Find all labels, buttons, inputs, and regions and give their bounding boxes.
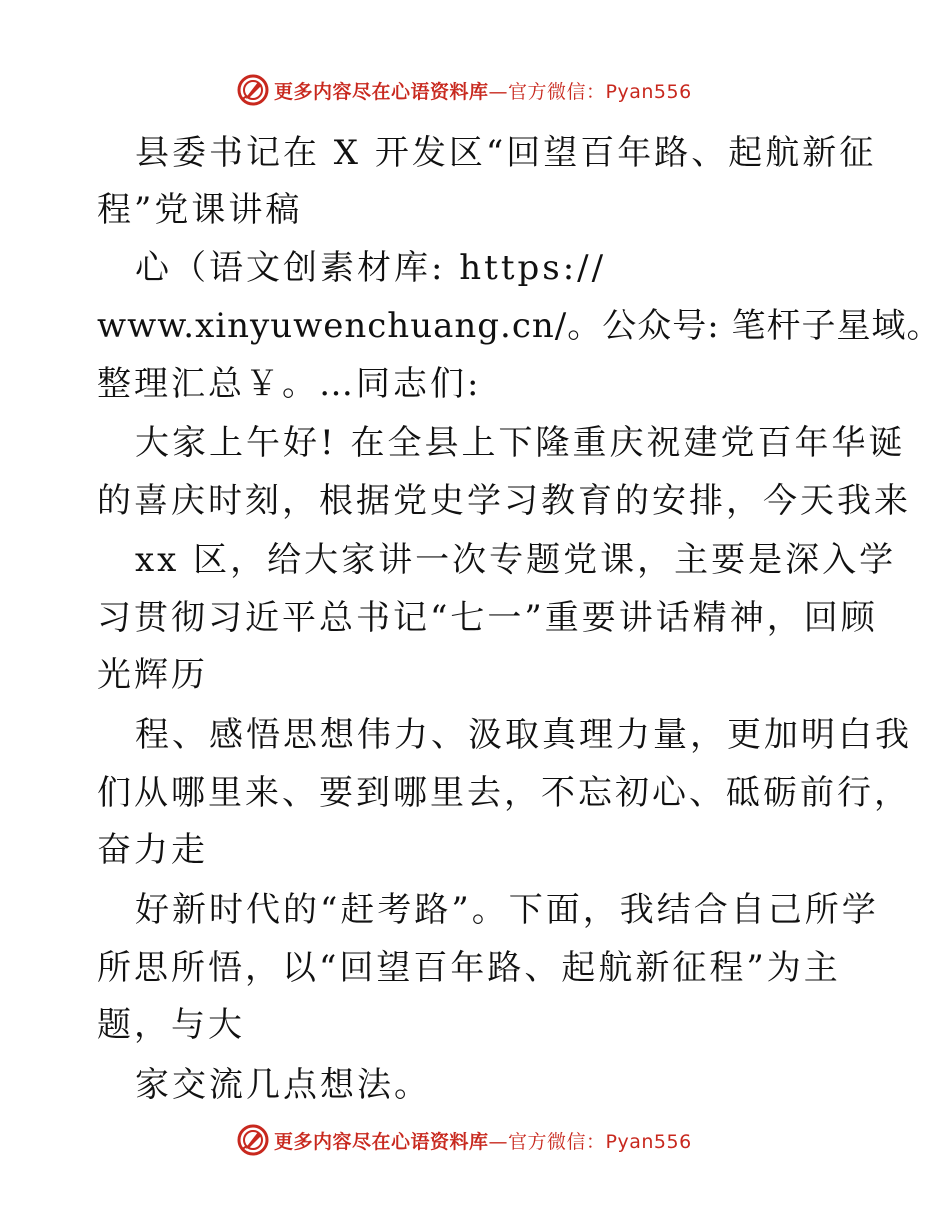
watermark-header [236, 72, 692, 108]
text-line: 光辉历 [97, 655, 208, 695]
text-line: 的喜庆时刻，根据党史学习教育的安排，今天我来 [97, 481, 911, 521]
watermark-footer [236, 1122, 692, 1158]
pen-nib-circle-icon [236, 73, 270, 107]
text-line: 奋力走 [97, 830, 208, 870]
text-line: 大家上午好! 在全县上下隆重庆祝建党百年华诞 [135, 423, 906, 463]
text-line: 所思所悟，以“回望百年路、起航新征程”为主 [97, 948, 841, 988]
text-line: 好新时代的“赶考路”。下面，我结合自己所学 [135, 890, 879, 930]
watermark-contact-text: —官方微信：Pyan556 [488, 80, 692, 103]
watermark-main-text: 更多内容尽在心语资料库 [274, 80, 489, 103]
title-line-2: 程”党课讲稿 [97, 190, 303, 230]
text-line: 习贯彻习近平总书记“七一”重要讲话精神，回顾 [97, 598, 878, 638]
text-line: 程、感悟思想伟力、汲取真理力量，更加明白我 [135, 715, 912, 755]
title-line-1: 县委书记在 X 开发区“回望百年路、起航新征 [135, 133, 877, 173]
text-line: 们从哪里来、要到哪里去，不忘初心、砥砺前行， [97, 773, 911, 813]
text-line: 整理汇总￥。…同志们: [97, 364, 482, 404]
text-line: 题，与大 [97, 1005, 245, 1045]
pen-nib-circle-icon [236, 1123, 270, 1157]
text-line: 家交流几点想法。 [135, 1065, 431, 1105]
text-line: 心（语文创素材库: https:// [135, 248, 607, 288]
watermark-contact-text: —官方微信：Pyan556 [488, 1130, 692, 1153]
text-line: xx 区，给大家讲一次专题党课，主要是深入学 [135, 540, 897, 580]
text-line: www.xinyuwenchuang.cn/。公众号: 笔杆子星域。 [97, 306, 942, 346]
watermark-main-text: 更多内容尽在心语资料库 [274, 1130, 489, 1153]
